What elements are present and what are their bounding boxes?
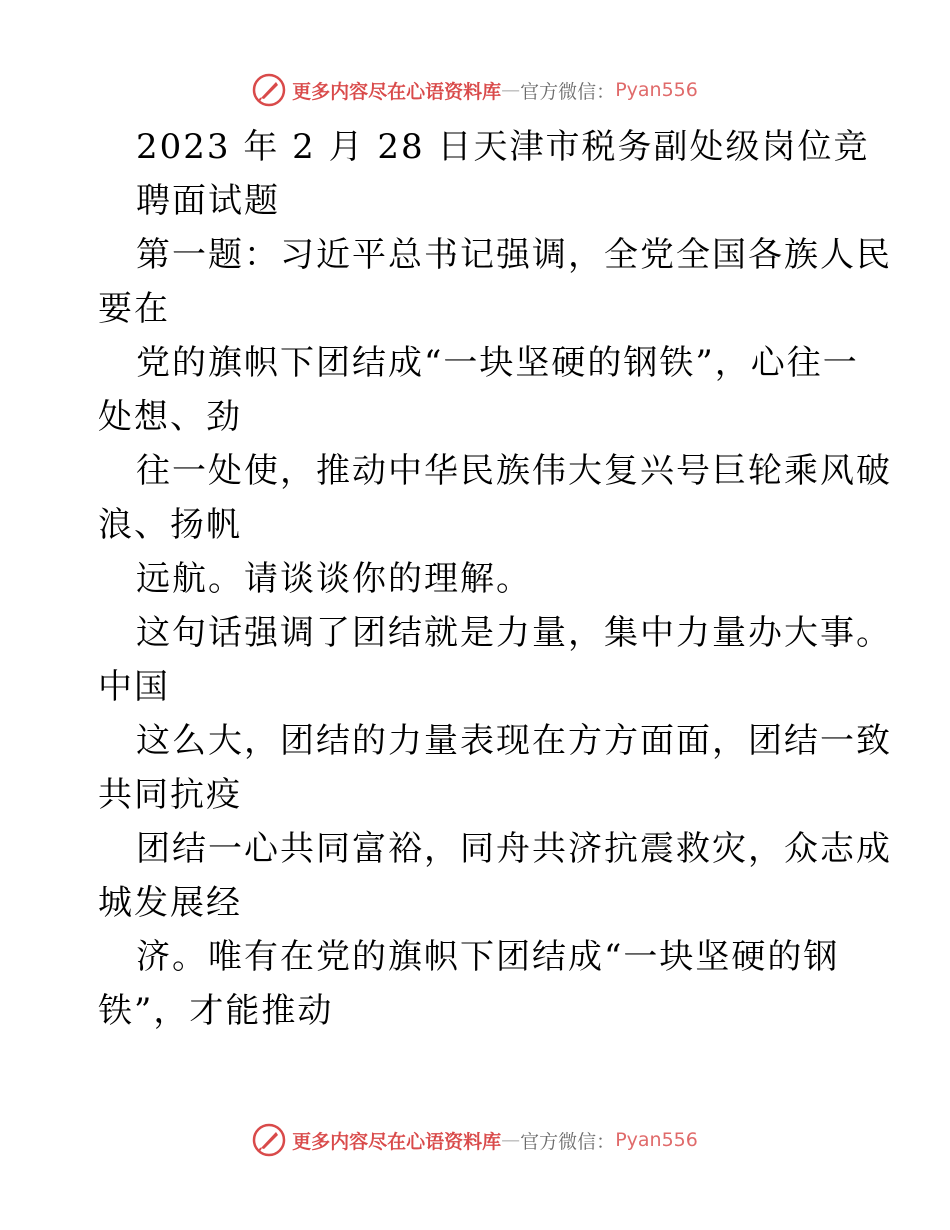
banner-dash: — [501, 1129, 521, 1151]
text-line: 这么大，团结的力量表现在方方面面，团结一致 [136, 721, 892, 761]
text-line: 要在 [98, 289, 170, 329]
banner-wechat-label: 官方微信： [520, 80, 616, 103]
header-banner [0, 70, 950, 110]
text-line: 第一题：习近平总书记强调，全党全国各族人民 [136, 235, 892, 275]
text-line: 2023 年 2 月 28 日天津市税务副处级岗位竞 [136, 127, 870, 167]
text-line: 远航。请谈谈你的理解。 [136, 559, 532, 599]
banner-lead-text: 更多内容尽在心语资料库 [292, 80, 502, 103]
text-line: 城发展经 [98, 883, 242, 923]
banner-dash: — [501, 79, 521, 101]
feather-pen-icon [252, 73, 286, 107]
text-line: 聘面试题 [136, 181, 280, 221]
text-line: 浪、扬帆 [98, 505, 242, 545]
text-line: 济。唯有在党的旗帜下团结成“一块坚硬的钢 [136, 937, 840, 977]
text-line: 共同抗疫 [98, 775, 242, 815]
feather-pen-icon [252, 1123, 286, 1157]
text-line: 铁”，才能推动 [98, 991, 334, 1031]
banner-wechat-id: Pyan556 [615, 79, 698, 101]
banner-wechat-label: 官方微信： [520, 1130, 616, 1153]
banner-lead-text: 更多内容尽在心语资料库 [292, 1130, 502, 1153]
document-body [98, 120, 892, 1038]
text-line: 处想、劲 [98, 397, 242, 437]
text-line: 中国 [98, 667, 170, 707]
footer-banner [0, 1120, 950, 1160]
text-line: 这句话强调了团结就是力量，集中力量办大事。 [136, 613, 892, 653]
text-line: 往一处使，推动中华民族伟大复兴号巨轮乘风破 [136, 451, 892, 491]
banner-wechat-id: Pyan556 [615, 1129, 698, 1151]
text-line: 党的旗帜下团结成“一块坚硬的钢铁”，心往一 [136, 343, 859, 383]
text-line: 团结一心共同富裕，同舟共济抗震救灾，众志成 [136, 829, 892, 869]
